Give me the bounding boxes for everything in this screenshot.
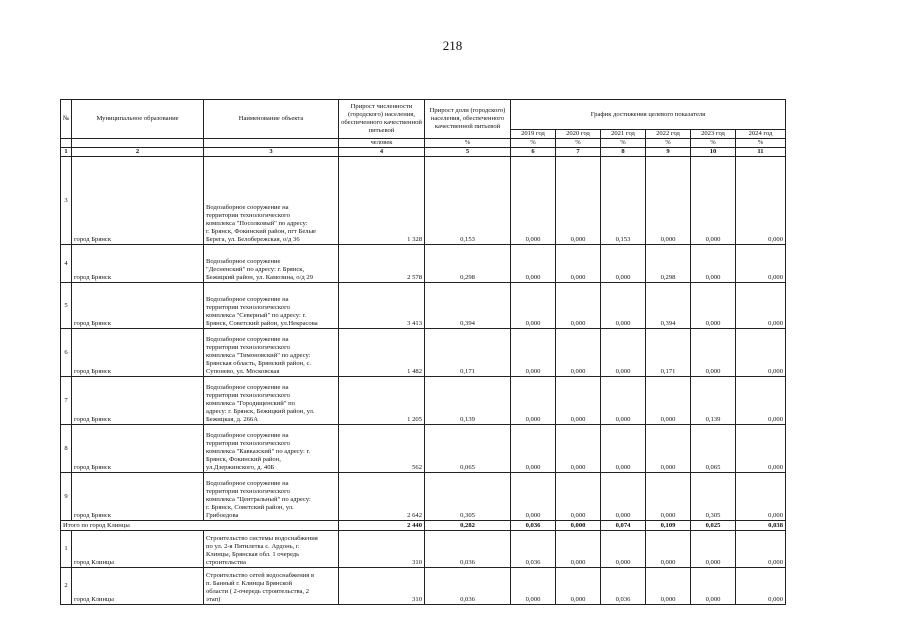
table-row: [61, 377, 786, 425]
header-year: 2023 год: [691, 130, 736, 139]
header-year: 2022 год: [646, 130, 691, 139]
year-value-cell: 0,000: [736, 473, 786, 521]
total-year-value: 0,038: [736, 521, 786, 531]
row-number: 1: [61, 531, 72, 568]
population-growth-cell: 3 413: [339, 283, 425, 329]
total-label: Итого по город Клинцы: [61, 521, 339, 531]
target-indicator-table: [60, 99, 786, 605]
year-value-cell: 0,000: [736, 329, 786, 377]
year-value-cell: 0,000: [601, 377, 646, 425]
row-number: 3: [61, 157, 72, 245]
column-number: 6: [511, 148, 556, 157]
table-header: [61, 100, 786, 157]
year-value-cell: 0,000: [511, 377, 556, 425]
column-number: 2: [72, 148, 204, 157]
header-year: 2021 год: [601, 130, 646, 139]
total-year-value: 0,109: [646, 521, 691, 531]
column-number: 4: [339, 148, 425, 157]
municipality-cell: город Брянск: [72, 377, 204, 425]
unit-cell: [72, 139, 204, 148]
year-value-cell: 0,305: [691, 473, 736, 521]
unit-percent: %: [511, 139, 556, 148]
year-value-cell: 0,000: [511, 329, 556, 377]
table-body: [61, 157, 786, 605]
header-object-name: Наименование объекта: [204, 100, 339, 139]
object-name-cell: Водозаборное сооружение на территории технологического комплекса "Кавказский" по адресу: г. Брянск, Фокинский район, ул.Дзержинского, д. 40Б: [204, 425, 339, 473]
year-value-cell: 0,000: [646, 157, 691, 245]
object-name-cell: Водозаборное сооружение на территории технологического комплекса "Северный" по адресу: г. Брянск, Советский район, ул.Некрасова: [204, 283, 339, 329]
row-number: 7: [61, 377, 72, 425]
unit-percent: %: [601, 139, 646, 148]
year-value-cell: 0,000: [646, 568, 691, 605]
year-value-cell: 0,000: [556, 531, 601, 568]
municipality-cell: город Брянск: [72, 157, 204, 245]
municipality-cell: город Брянск: [72, 329, 204, 377]
table-row: [61, 157, 786, 245]
unit-cell: [204, 139, 339, 148]
table-row: [61, 531, 786, 568]
share-growth-cell: 0,153: [425, 157, 511, 245]
header-year: 2024 год: [736, 130, 786, 139]
population-growth-cell: 1 205: [339, 377, 425, 425]
year-value-cell: 0,000: [691, 157, 736, 245]
year-value-cell: 0,153: [601, 157, 646, 245]
header-municipality: Муниципальное образование: [72, 100, 204, 139]
year-value-cell: 0,000: [511, 157, 556, 245]
year-value-cell: 0,000: [556, 283, 601, 329]
header-schedule: График достижения целевого показателя: [511, 100, 786, 130]
municipality-cell: город Брянск: [72, 245, 204, 283]
column-number: 9: [646, 148, 691, 157]
total-row: [61, 521, 786, 531]
year-value-cell: 0,036: [511, 531, 556, 568]
total-year-value: 0,036: [511, 521, 556, 531]
column-number: 8: [601, 148, 646, 157]
year-value-cell: 0,000: [646, 425, 691, 473]
header-no: №: [61, 100, 72, 139]
municipality-cell: город Клинцы: [72, 568, 204, 605]
year-value-cell: 0,000: [511, 425, 556, 473]
object-name-cell: Водозаборное сооружение на территории технологического комплекса "Центральный" по адресу: г. Брянск, Советский район, ул. Грибоедова: [204, 473, 339, 521]
year-value-cell: 0,000: [556, 329, 601, 377]
unit-percent: %: [425, 139, 511, 148]
year-value-cell: 0,394: [646, 283, 691, 329]
object-name-cell: Водозаборное сооружение на территории технологического комплекса "Тимоновский" по адресу: Брянская область, Брянский район, с. Супонево, ул. Московская: [204, 329, 339, 377]
year-value-cell: 0,036: [601, 568, 646, 605]
municipality-cell: город Клинцы: [72, 531, 204, 568]
year-value-cell: 0,000: [511, 568, 556, 605]
share-growth-cell: 0,394: [425, 283, 511, 329]
object-name-cell: Водозаборное сооружение на территории технологического комплекса "Городищенский" по адресу: г. Брянск, Бежицкий район, ул. Бежицкая, д. 266А: [204, 377, 339, 425]
population-growth-cell: 2 642: [339, 473, 425, 521]
unit-percent: %: [691, 139, 736, 148]
year-value-cell: 0,000: [691, 568, 736, 605]
year-value-cell: 0,000: [691, 245, 736, 283]
unit-percent: %: [646, 139, 691, 148]
year-value-cell: 0,000: [646, 473, 691, 521]
year-value-cell: 0,298: [646, 245, 691, 283]
year-value-cell: 0,000: [556, 473, 601, 521]
population-growth-cell: 310: [339, 568, 425, 605]
share-growth-cell: 0,139: [425, 377, 511, 425]
row-number: 5: [61, 283, 72, 329]
share-growth-cell: 0,171: [425, 329, 511, 377]
year-value-cell: 0,000: [601, 283, 646, 329]
year-value-cell: 0,000: [691, 283, 736, 329]
year-value-cell: 0,000: [601, 473, 646, 521]
year-value-cell: 0,000: [736, 425, 786, 473]
row-number: 4: [61, 245, 72, 283]
table-row: [61, 329, 786, 377]
year-value-cell: 0,000: [601, 531, 646, 568]
year-value-cell: 0,000: [556, 245, 601, 283]
row-number: 2: [61, 568, 72, 605]
year-value-cell: 0,000: [556, 425, 601, 473]
year-value-cell: 0,000: [601, 245, 646, 283]
unit-population: человек: [339, 139, 425, 148]
share-growth-cell: 0,036: [425, 531, 511, 568]
population-growth-cell: 562: [339, 425, 425, 473]
year-value-cell: 0,000: [736, 377, 786, 425]
header-share-growth: Прирост доли (городского) населения, обеспеченного качественной питьевой: [425, 100, 511, 139]
population-growth-cell: 2 578: [339, 245, 425, 283]
column-number: 3: [204, 148, 339, 157]
year-value-cell: 0,065: [691, 425, 736, 473]
year-value-cell: 0,000: [691, 329, 736, 377]
year-value-cell: 0,000: [691, 531, 736, 568]
object-name-cell: Водозаборное сооружение "Десненский" по адресу: г. Брянск, Бежицкий район, ул. Камозина, о/д 29: [204, 245, 339, 283]
object-name-cell: Строительство системы водоснабжения по ул. 2-я Пятилетка с. Ардонь, г. Клинцы, Брянская обл. 1 очередь строительства: [204, 531, 339, 568]
year-value-cell: 0,000: [511, 283, 556, 329]
year-value-cell: 0,000: [511, 473, 556, 521]
year-value-cell: 0,000: [736, 245, 786, 283]
table-row: [61, 473, 786, 521]
year-value-cell: 0,000: [601, 329, 646, 377]
column-number: 10: [691, 148, 736, 157]
total-share: 0,282: [425, 521, 511, 531]
year-value-cell: 0,139: [691, 377, 736, 425]
row-number: 6: [61, 329, 72, 377]
population-growth-cell: 1 328: [339, 157, 425, 245]
unit-percent: %: [556, 139, 601, 148]
share-growth-cell: 0,298: [425, 245, 511, 283]
header-year: 2019 год: [511, 130, 556, 139]
total-population: 2 440: [339, 521, 425, 531]
year-value-cell: 0,171: [646, 329, 691, 377]
year-value-cell: 0,000: [601, 425, 646, 473]
table-row: [61, 245, 786, 283]
column-number: 5: [425, 148, 511, 157]
row-number: 8: [61, 425, 72, 473]
year-value-cell: 0,000: [736, 568, 786, 605]
year-value-cell: 0,000: [646, 531, 691, 568]
year-value-cell: 0,000: [646, 377, 691, 425]
year-value-cell: 0,000: [556, 568, 601, 605]
total-year-value: 0,025: [691, 521, 736, 531]
page-number: 218: [442, 38, 463, 53]
unit-percent: %: [736, 139, 786, 148]
object-name-cell: Водозаборное сооружение на территории технологического комплекса "Посолковый" по адресу: г. Брянск, Фокинский район, пгт Белые Берега, ул. Белобережская, о/д 36: [204, 157, 339, 245]
year-value-cell: 0,000: [556, 377, 601, 425]
total-year-value: 0,000: [556, 521, 601, 531]
year-value-cell: 0,000: [736, 157, 786, 245]
column-number: 11: [736, 148, 786, 157]
unit-cell: [61, 139, 72, 148]
share-growth-cell: 0,305: [425, 473, 511, 521]
municipality-cell: город Брянск: [72, 473, 204, 521]
year-value-cell: 0,000: [736, 531, 786, 568]
header-year: 2020 год: [556, 130, 601, 139]
total-year-value: 0,074: [601, 521, 646, 531]
population-growth-cell: 310: [339, 531, 425, 568]
share-growth-cell: 0,065: [425, 425, 511, 473]
year-value-cell: 0,000: [556, 157, 601, 245]
row-number: 9: [61, 473, 72, 521]
year-value-cell: 0,000: [511, 245, 556, 283]
table-row: [61, 568, 786, 605]
table-row: [61, 283, 786, 329]
year-value-cell: 0,000: [736, 283, 786, 329]
column-number: 1: [61, 148, 72, 157]
table-row: [61, 425, 786, 473]
municipality-cell: город Брянск: [72, 425, 204, 473]
population-growth-cell: 1 482: [339, 329, 425, 377]
municipality-cell: город Брянск: [72, 283, 204, 329]
column-number: 7: [556, 148, 601, 157]
object-name-cell: Строительство сетей водоснабжения в п. Банный г. Клинцы Брянской области ( 2-очередь строительства, 2 этап): [204, 568, 339, 605]
header-population-growth: Прирост численности (городского) населения, обеспеченного качественной питьевой: [339, 100, 425, 139]
share-growth-cell: 0,036: [425, 568, 511, 605]
